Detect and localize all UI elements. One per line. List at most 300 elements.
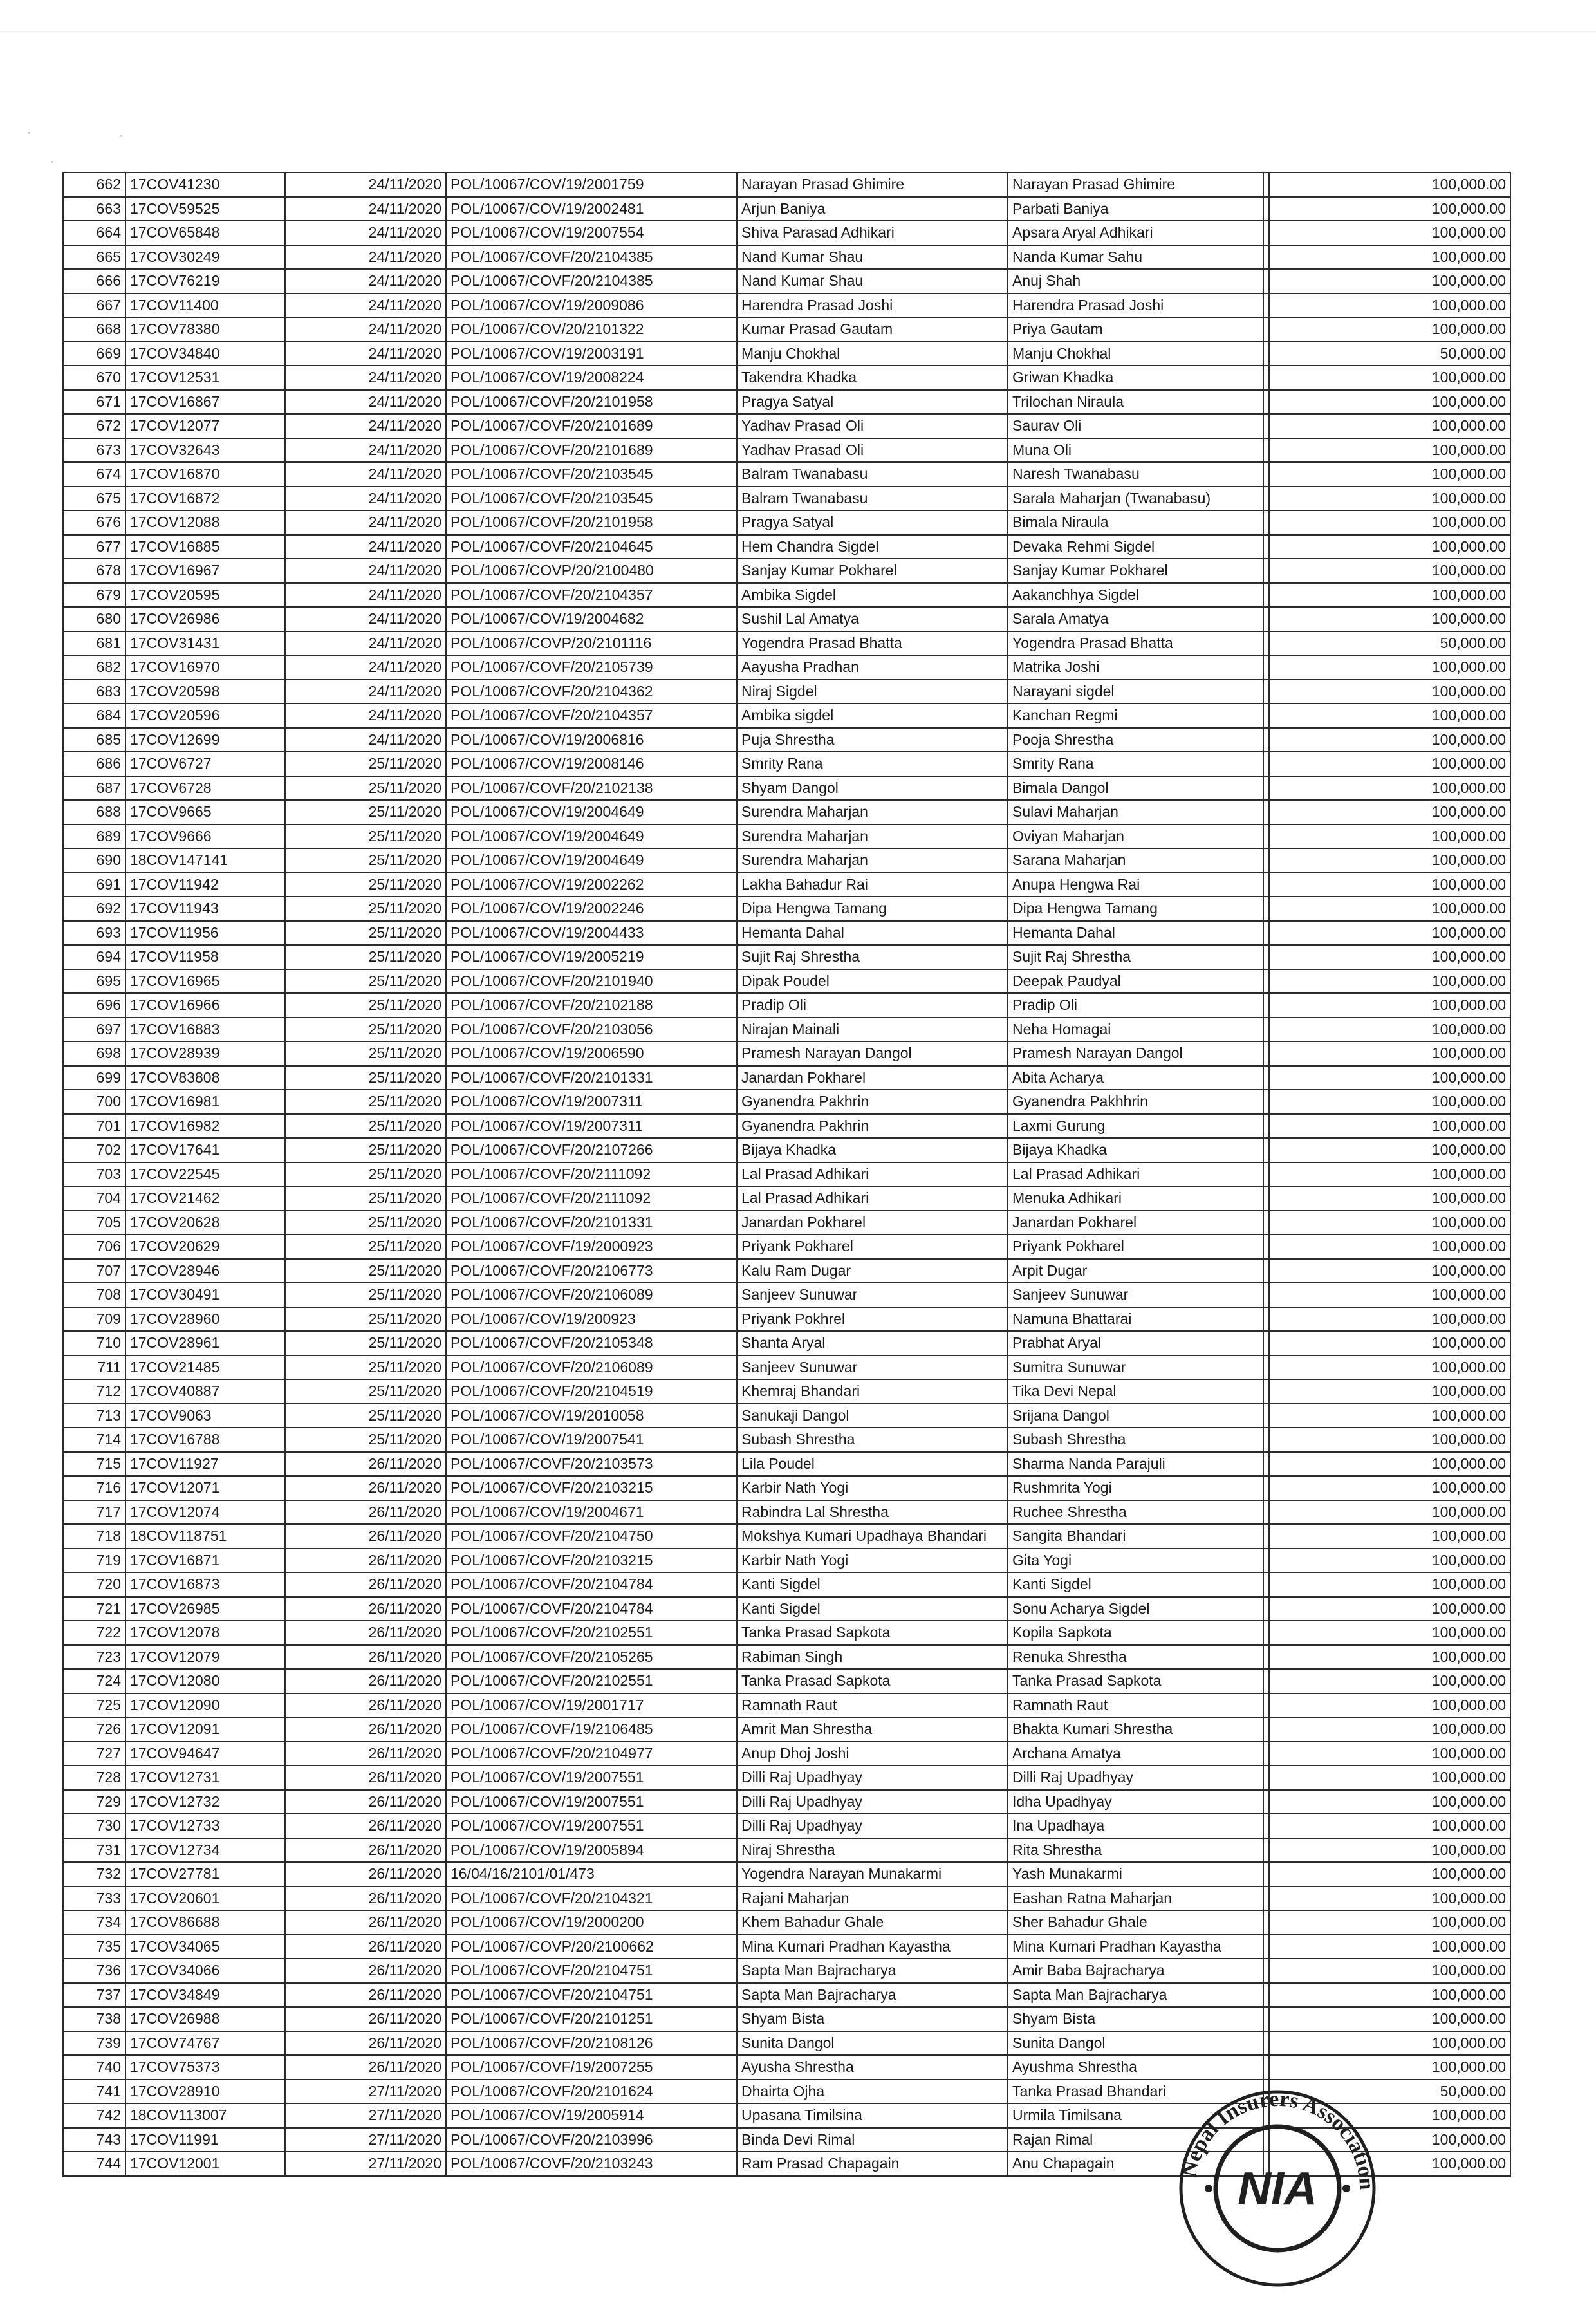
table-row bbox=[63, 1862, 1510, 1886]
serial-number-cell: 690 bbox=[63, 848, 125, 873]
claim-number-cell: 17COV26985 bbox=[125, 1597, 285, 1621]
table-row bbox=[63, 1452, 1510, 1477]
policy-number-cell: POL/10067/COVF/20/2103545 bbox=[446, 487, 737, 511]
blank-cell bbox=[1263, 559, 1269, 583]
blank-cell bbox=[1263, 1041, 1269, 1066]
insured-name-cell: Rabiman Singh bbox=[737, 1645, 1008, 1670]
insured-name-cell: Ambika Sigdel bbox=[737, 583, 1008, 608]
amount-cell: 100,000.00 bbox=[1269, 1645, 1510, 1670]
payment-date-cell: 25/11/2020 bbox=[285, 776, 446, 801]
table-row bbox=[63, 1379, 1510, 1404]
claimant-name-cell: Bimala Dangol bbox=[1008, 776, 1263, 801]
insured-name-cell: Harendra Prasad Joshi bbox=[737, 293, 1008, 318]
blank-cell bbox=[1263, 1307, 1269, 1332]
payment-date-cell: 25/11/2020 bbox=[285, 1404, 446, 1428]
claim-number-cell: 17COV12079 bbox=[125, 1645, 285, 1670]
table-row bbox=[63, 245, 1510, 270]
insured-name-cell: Ambika sigdel bbox=[737, 703, 1008, 728]
serial-number-cell: 713 bbox=[63, 1404, 125, 1428]
policy-number-cell: POL/10067/COVP/20/2100662 bbox=[446, 1935, 737, 1959]
ledger-body bbox=[63, 172, 1510, 2176]
insured-name-cell: Sunita Dangol bbox=[737, 2031, 1008, 2056]
amount-cell: 100,000.00 bbox=[1269, 1838, 1510, 1863]
payment-date-cell: 26/11/2020 bbox=[285, 1669, 446, 1693]
blank-cell bbox=[1263, 2007, 1269, 2031]
serial-number-cell: 727 bbox=[63, 1742, 125, 1766]
table-row bbox=[63, 172, 1510, 197]
payment-date-cell: 26/11/2020 bbox=[285, 2007, 446, 2031]
payment-date-cell: 25/11/2020 bbox=[285, 848, 446, 873]
policy-number-cell: POL/10067/COV/19/2001759 bbox=[446, 172, 737, 197]
serial-number-cell: 735 bbox=[63, 1935, 125, 1959]
claim-number-cell: 17COV16788 bbox=[125, 1428, 285, 1452]
amount-cell: 100,000.00 bbox=[1269, 1066, 1510, 1090]
payment-date-cell: 27/11/2020 bbox=[285, 2080, 446, 2104]
serial-number-cell: 743 bbox=[63, 2128, 125, 2152]
serial-number-cell: 717 bbox=[63, 1500, 125, 1525]
insured-name-cell: Arjun Baniya bbox=[737, 197, 1008, 221]
payment-date-cell: 25/11/2020 bbox=[285, 1283, 446, 1307]
policy-number-cell: POL/10067/COVF/20/2104357 bbox=[446, 703, 737, 728]
amount-cell: 100,000.00 bbox=[1269, 1186, 1510, 1211]
blank-cell bbox=[1263, 583, 1269, 608]
table-row bbox=[63, 390, 1510, 415]
blank-cell bbox=[1263, 342, 1269, 366]
policy-number-cell: POL/10067/COV/19/2007551 bbox=[446, 1765, 737, 1790]
claim-number-cell: 17COV16885 bbox=[125, 535, 285, 559]
claimant-name-cell: Sonu Acharya Sigdel bbox=[1008, 1597, 1263, 1621]
claimant-name-cell: Aakanchhya Sigdel bbox=[1008, 583, 1263, 608]
policy-number-cell: POL/10067/COVF/20/2102551 bbox=[446, 1621, 737, 1645]
claim-number-cell: 17COV12734 bbox=[125, 1838, 285, 1863]
scan-speck bbox=[51, 161, 53, 163]
policy-number-cell: POL/10067/COVF/20/2104751 bbox=[446, 1983, 737, 2008]
serial-number-cell: 684 bbox=[63, 703, 125, 728]
claimant-name-cell: Kanti Sigdel bbox=[1008, 1572, 1263, 1597]
policy-number-cell: POL/10067/COVF/20/2102551 bbox=[446, 1669, 737, 1693]
payment-date-cell: 26/11/2020 bbox=[285, 1886, 446, 1911]
claimant-name-cell: Nanda Kumar Sahu bbox=[1008, 245, 1263, 270]
insured-name-cell: Shiva Parasad Adhikari bbox=[737, 221, 1008, 245]
claim-number-cell: 17COV16981 bbox=[125, 1090, 285, 1114]
amount-cell: 100,000.00 bbox=[1269, 2103, 1510, 2128]
policy-number-cell: POL/10067/COVF/20/2103573 bbox=[446, 1452, 737, 1477]
amount-cell: 100,000.00 bbox=[1269, 487, 1510, 511]
payment-date-cell: 24/11/2020 bbox=[285, 438, 446, 463]
claim-number-cell: 17COV12731 bbox=[125, 1765, 285, 1790]
payment-date-cell: 26/11/2020 bbox=[285, 1476, 446, 1500]
scan-speck bbox=[28, 132, 30, 134]
amount-cell: 100,000.00 bbox=[1269, 1500, 1510, 1525]
serial-number-cell: 737 bbox=[63, 1983, 125, 2008]
serial-number-cell: 666 bbox=[63, 269, 125, 293]
policy-number-cell: POL/10067/COV/19/2007541 bbox=[446, 1428, 737, 1452]
claim-number-cell: 17COV76219 bbox=[125, 269, 285, 293]
claim-number-cell: 17COV12078 bbox=[125, 1621, 285, 1645]
table-row bbox=[63, 1572, 1510, 1597]
blank-cell bbox=[1263, 1162, 1269, 1187]
payment-date-cell: 27/11/2020 bbox=[285, 2128, 446, 2152]
policy-number-cell: POL/10067/COVF/20/2101689 bbox=[446, 414, 737, 438]
amount-cell: 100,000.00 bbox=[1269, 1259, 1510, 1283]
claimant-name-cell: Janardan Pokharel bbox=[1008, 1211, 1263, 1235]
serial-number-cell: 710 bbox=[63, 1331, 125, 1355]
insured-name-cell: Narayan Prasad Ghimire bbox=[737, 172, 1008, 197]
amount-cell: 100,000.00 bbox=[1269, 1742, 1510, 1766]
serial-number-cell: 715 bbox=[63, 1452, 125, 1477]
claim-number-cell: 17COV11956 bbox=[125, 921, 285, 946]
table-row bbox=[63, 1018, 1510, 1042]
serial-number-cell: 696 bbox=[63, 993, 125, 1018]
payment-date-cell: 25/11/2020 bbox=[285, 1041, 446, 1066]
policy-number-cell: POL/10067/COV/19/2004649 bbox=[446, 824, 737, 849]
payment-date-cell: 24/11/2020 bbox=[285, 535, 446, 559]
amount-cell: 100,000.00 bbox=[1269, 848, 1510, 873]
blank-cell bbox=[1263, 2031, 1269, 2056]
policy-number-cell: POL/10067/COVF/20/2107266 bbox=[446, 1138, 737, 1162]
insured-name-cell: Shyam Bista bbox=[737, 2007, 1008, 2031]
claimant-name-cell: Arpit Dugar bbox=[1008, 1259, 1263, 1283]
serial-number-cell: 663 bbox=[63, 197, 125, 221]
payment-date-cell: 26/11/2020 bbox=[285, 1645, 446, 1670]
claimant-name-cell: Sher Bahadur Ghale bbox=[1008, 1910, 1263, 1935]
policy-number-cell: POL/10067/COVF/19/2000923 bbox=[446, 1234, 737, 1259]
claimant-name-cell: Devaka Rehmi Sigdel bbox=[1008, 535, 1263, 559]
payment-date-cell: 26/11/2020 bbox=[285, 2055, 446, 2080]
amount-cell: 100,000.00 bbox=[1269, 921, 1510, 946]
payment-date-cell: 24/11/2020 bbox=[285, 655, 446, 680]
table-row bbox=[63, 1838, 1510, 1863]
payment-date-cell: 26/11/2020 bbox=[285, 1742, 446, 1766]
policy-number-cell: POL/10067/COVF/20/2103545 bbox=[446, 462, 737, 487]
policy-number-cell: POL/10067/COVF/20/2104385 bbox=[446, 269, 737, 293]
blank-cell bbox=[1263, 703, 1269, 728]
table-row bbox=[63, 1500, 1510, 1525]
claimant-name-cell: Ina Upadhaya bbox=[1008, 1814, 1263, 1838]
serial-number-cell: 694 bbox=[63, 945, 125, 969]
payment-date-cell: 24/11/2020 bbox=[285, 366, 446, 390]
amount-cell: 100,000.00 bbox=[1269, 1935, 1510, 1959]
payment-date-cell: 24/11/2020 bbox=[285, 607, 446, 631]
amount-cell: 100,000.00 bbox=[1269, 172, 1510, 197]
claim-number-cell: 17COV11991 bbox=[125, 2128, 285, 2152]
payment-date-cell: 25/11/2020 bbox=[285, 1355, 446, 1380]
amount-cell: 100,000.00 bbox=[1269, 824, 1510, 849]
table-row bbox=[63, 221, 1510, 245]
claim-number-cell: 17COV22545 bbox=[125, 1162, 285, 1187]
blank-cell bbox=[1263, 1355, 1269, 1380]
policy-number-cell: POL/10067/COVF/20/2105739 bbox=[446, 655, 737, 680]
blank-cell bbox=[1263, 945, 1269, 969]
serial-number-cell: 680 bbox=[63, 607, 125, 631]
table-row bbox=[63, 993, 1510, 1018]
blank-cell bbox=[1263, 1234, 1269, 1259]
amount-cell: 100,000.00 bbox=[1269, 438, 1510, 463]
insured-name-cell: Balram Twanabasu bbox=[737, 462, 1008, 487]
amount-cell: 100,000.00 bbox=[1269, 1090, 1510, 1114]
amount-cell: 100,000.00 bbox=[1269, 1862, 1510, 1886]
insured-name-cell: Lal Prasad Adhikari bbox=[737, 1162, 1008, 1187]
serial-number-cell: 718 bbox=[63, 1524, 125, 1549]
insured-name-cell: Lal Prasad Adhikari bbox=[737, 1186, 1008, 1211]
claimant-name-cell: Narayani sigdel bbox=[1008, 680, 1263, 704]
claimant-name-cell: Matrika Joshi bbox=[1008, 655, 1263, 680]
claimant-name-cell: Ayushma Shrestha bbox=[1008, 2055, 1263, 2080]
amount-cell: 100,000.00 bbox=[1269, 197, 1510, 221]
claimant-name-cell: Sarala Maharjan (Twanabasu) bbox=[1008, 487, 1263, 511]
claim-number-cell: 17COV28946 bbox=[125, 1259, 285, 1283]
claim-number-cell: 17COV83808 bbox=[125, 1066, 285, 1090]
blank-cell bbox=[1263, 1066, 1269, 1090]
claim-number-cell: 17COV20601 bbox=[125, 1886, 285, 1911]
payment-date-cell: 25/11/2020 bbox=[285, 993, 446, 1018]
insured-name-cell: Kalu Ram Dugar bbox=[737, 1259, 1008, 1283]
claim-number-cell: 17COV12090 bbox=[125, 1693, 285, 1718]
serial-number-cell: 698 bbox=[63, 1041, 125, 1066]
amount-cell: 100,000.00 bbox=[1269, 1162, 1510, 1187]
serial-number-cell: 677 bbox=[63, 535, 125, 559]
insured-name-cell: Yadhav Prasad Oli bbox=[737, 414, 1008, 438]
claim-number-cell: 18COV147141 bbox=[125, 848, 285, 873]
policy-number-cell: POL/10067/COVF/20/2101251 bbox=[446, 2007, 737, 2031]
serial-number-cell: 687 bbox=[63, 776, 125, 801]
blank-cell bbox=[1263, 317, 1269, 342]
claimant-name-cell: Abita Acharya bbox=[1008, 1066, 1263, 1090]
table-row bbox=[63, 1959, 1510, 1983]
insured-name-cell: Takendra Khadka bbox=[737, 366, 1008, 390]
policy-number-cell: POL/10067/COV/19/2004649 bbox=[446, 800, 737, 824]
amount-cell: 100,000.00 bbox=[1269, 728, 1510, 752]
serial-number-cell: 731 bbox=[63, 1838, 125, 1863]
insured-name-cell: Karbir Nath Yogi bbox=[737, 1549, 1008, 1573]
amount-cell: 100,000.00 bbox=[1269, 293, 1510, 318]
amount-cell: 100,000.00 bbox=[1269, 1572, 1510, 1597]
policy-number-cell: POL/10067/COV/19/2005914 bbox=[446, 2103, 737, 2128]
table-row bbox=[63, 535, 1510, 559]
claimant-name-cell: Anu Chapagain bbox=[1008, 2152, 1263, 2176]
serial-number-cell: 670 bbox=[63, 366, 125, 390]
blank-cell bbox=[1263, 1765, 1269, 1790]
blank-cell bbox=[1263, 1211, 1269, 1235]
table-row bbox=[63, 1717, 1510, 1742]
insured-name-cell: Upasana Timilsina bbox=[737, 2103, 1008, 2128]
serial-number-cell: 733 bbox=[63, 1886, 125, 1911]
claimant-name-cell: Sarana Maharjan bbox=[1008, 848, 1263, 873]
payment-date-cell: 25/11/2020 bbox=[285, 969, 446, 994]
amount-cell: 100,000.00 bbox=[1269, 2055, 1510, 2080]
policy-number-cell: POL/10067/COVF/20/2106089 bbox=[446, 1355, 737, 1380]
amount-cell: 100,000.00 bbox=[1269, 1283, 1510, 1307]
claimant-name-cell: Ramnath Raut bbox=[1008, 1693, 1263, 1718]
payment-date-cell: 24/11/2020 bbox=[285, 245, 446, 270]
policy-number-cell: POL/10067/COV/19/2003191 bbox=[446, 342, 737, 366]
table-row bbox=[63, 1910, 1510, 1935]
claim-number-cell: 17COV28910 bbox=[125, 2080, 285, 2104]
blank-cell bbox=[1263, 607, 1269, 631]
serial-number-cell: 672 bbox=[63, 414, 125, 438]
payment-date-cell: 24/11/2020 bbox=[285, 342, 446, 366]
policy-number-cell: POL/10067/COV/19/2008146 bbox=[446, 752, 737, 776]
payment-date-cell: 24/11/2020 bbox=[285, 269, 446, 293]
claims-ledger-table bbox=[62, 172, 1511, 2177]
policy-number-cell: POL/10067/COV/19/2001717 bbox=[446, 1693, 737, 1718]
policy-number-cell: POL/10067/COV/19/2007311 bbox=[446, 1114, 737, 1139]
policy-number-cell: POL/10067/COV/19/2005219 bbox=[446, 945, 737, 969]
serial-number-cell: 685 bbox=[63, 728, 125, 752]
claim-number-cell: 17COV20629 bbox=[125, 1234, 285, 1259]
policy-number-cell: POL/10067/COVF/20/2101958 bbox=[446, 510, 737, 535]
claimant-name-cell: Sunita Dangol bbox=[1008, 2031, 1263, 2056]
claim-number-cell: 17COV30491 bbox=[125, 1283, 285, 1307]
table-row bbox=[63, 1138, 1510, 1162]
claim-number-cell: 17COV16873 bbox=[125, 1572, 285, 1597]
serial-number-cell: 702 bbox=[63, 1138, 125, 1162]
table-row bbox=[63, 1645, 1510, 1670]
insured-name-cell: Surendra Maharjan bbox=[737, 800, 1008, 824]
payment-date-cell: 24/11/2020 bbox=[285, 510, 446, 535]
claim-number-cell: 17COV20596 bbox=[125, 703, 285, 728]
payment-date-cell: 25/11/2020 bbox=[285, 921, 446, 946]
claimant-name-cell: Prabhat Aryal bbox=[1008, 1331, 1263, 1355]
table-row bbox=[63, 752, 1510, 776]
amount-cell: 100,000.00 bbox=[1269, 1983, 1510, 2008]
amount-cell: 100,000.00 bbox=[1269, 1765, 1510, 1790]
blank-cell bbox=[1263, 969, 1269, 994]
amount-cell: 100,000.00 bbox=[1269, 317, 1510, 342]
claim-number-cell: 17COV12088 bbox=[125, 510, 285, 535]
insured-name-cell: Khemraj Bhandari bbox=[737, 1379, 1008, 1404]
insured-name-cell: Kanti Sigdel bbox=[737, 1597, 1008, 1621]
serial-number-cell: 744 bbox=[63, 2152, 125, 2176]
claimant-name-cell: Neha Homagai bbox=[1008, 1018, 1263, 1042]
claimant-name-cell: Rita Shrestha bbox=[1008, 1838, 1263, 1863]
policy-number-cell: POL/10067/COV/19/2004682 bbox=[446, 607, 737, 631]
claimant-name-cell: Deepak Paudyal bbox=[1008, 969, 1263, 994]
table-row bbox=[63, 1211, 1510, 1235]
claimant-name-cell: Amir Baba Bajracharya bbox=[1008, 1959, 1263, 1983]
serial-number-cell: 723 bbox=[63, 1645, 125, 1670]
serial-number-cell: 730 bbox=[63, 1814, 125, 1838]
payment-date-cell: 25/11/2020 bbox=[285, 1138, 446, 1162]
serial-number-cell: 674 bbox=[63, 462, 125, 487]
blank-cell bbox=[1263, 1114, 1269, 1139]
policy-number-cell: POL/10067/COVF/20/2104751 bbox=[446, 1959, 737, 1983]
payment-date-cell: 24/11/2020 bbox=[285, 390, 446, 415]
blank-cell bbox=[1263, 1717, 1269, 1742]
amount-cell: 100,000.00 bbox=[1269, 510, 1510, 535]
insured-name-cell: Sapta Man Bajracharya bbox=[737, 1959, 1008, 1983]
insured-name-cell: Dilli Raj Upadhyay bbox=[737, 1765, 1008, 1790]
blank-cell bbox=[1263, 510, 1269, 535]
payment-date-cell: 24/11/2020 bbox=[285, 197, 446, 221]
serial-number-cell: 724 bbox=[63, 1669, 125, 1693]
table-row bbox=[63, 1742, 1510, 1766]
claimant-name-cell: Archana Amatya bbox=[1008, 1742, 1263, 1766]
payment-date-cell: 25/11/2020 bbox=[285, 1211, 446, 1235]
table-row bbox=[63, 1162, 1510, 1187]
serial-number-cell: 739 bbox=[63, 2031, 125, 2056]
claimant-name-cell: Pradip Oli bbox=[1008, 993, 1263, 1018]
claimant-name-cell: Menuka Adhikari bbox=[1008, 1186, 1263, 1211]
amount-cell: 100,000.00 bbox=[1269, 680, 1510, 704]
claim-number-cell: 17COV16871 bbox=[125, 1549, 285, 1573]
blank-cell bbox=[1263, 1524, 1269, 1549]
blank-cell bbox=[1263, 1886, 1269, 1911]
claim-number-cell: 17COV12001 bbox=[125, 2152, 285, 2176]
policy-number-cell: POL/10067/COVF/20/2106773 bbox=[446, 1259, 737, 1283]
table-row bbox=[63, 873, 1510, 897]
amount-cell: 100,000.00 bbox=[1269, 1138, 1510, 1162]
amount-cell: 100,000.00 bbox=[1269, 2031, 1510, 2056]
blank-cell bbox=[1263, 921, 1269, 946]
policy-number-cell: POL/10067/COVF/20/2105348 bbox=[446, 1331, 737, 1355]
table-row bbox=[63, 317, 1510, 342]
table-row bbox=[63, 631, 1510, 656]
blank-cell bbox=[1263, 1910, 1269, 1935]
insured-name-cell: Sanukaji Dangol bbox=[737, 1404, 1008, 1428]
seal-dot bbox=[1205, 2185, 1212, 2192]
insured-name-cell: Sanjeev Sunuwar bbox=[737, 1355, 1008, 1380]
claimant-name-cell: Manju Chokhal bbox=[1008, 342, 1263, 366]
blank-cell bbox=[1263, 269, 1269, 293]
payment-date-cell: 25/11/2020 bbox=[285, 1162, 446, 1187]
amount-cell: 100,000.00 bbox=[1269, 1452, 1510, 1477]
payment-date-cell: 26/11/2020 bbox=[285, 1910, 446, 1935]
table-row bbox=[63, 559, 1510, 583]
claimant-name-cell: Hemanta Dahal bbox=[1008, 921, 1263, 946]
amount-cell: 100,000.00 bbox=[1269, 873, 1510, 897]
payment-date-cell: 26/11/2020 bbox=[285, 1959, 446, 1983]
insured-name-cell: Binda Devi Rimal bbox=[737, 2128, 1008, 2152]
table-row bbox=[63, 1066, 1510, 1090]
serial-number-cell: 712 bbox=[63, 1379, 125, 1404]
table-row bbox=[63, 1886, 1510, 1911]
insured-name-cell: Tanka Prasad Sapkota bbox=[737, 1669, 1008, 1693]
claimant-name-cell: Sarala Amatya bbox=[1008, 607, 1263, 631]
insured-name-cell: Karbir Nath Yogi bbox=[737, 1476, 1008, 1500]
payment-date-cell: 25/11/2020 bbox=[285, 752, 446, 776]
serial-number-cell: 720 bbox=[63, 1572, 125, 1597]
policy-number-cell: POL/10067/COVF/20/2104362 bbox=[446, 680, 737, 704]
amount-cell: 100,000.00 bbox=[1269, 414, 1510, 438]
blank-cell bbox=[1263, 873, 1269, 897]
amount-cell: 100,000.00 bbox=[1269, 462, 1510, 487]
payment-date-cell: 26/11/2020 bbox=[285, 1693, 446, 1718]
insured-name-cell: Subash Shrestha bbox=[737, 1428, 1008, 1452]
amount-cell: 100,000.00 bbox=[1269, 1524, 1510, 1549]
table-row bbox=[63, 655, 1510, 680]
claimant-name-cell: Shyam Bista bbox=[1008, 2007, 1263, 2031]
table-row bbox=[63, 1307, 1510, 1332]
claimant-name-cell: Muna Oli bbox=[1008, 438, 1263, 463]
table-row bbox=[63, 1234, 1510, 1259]
table-row bbox=[63, 293, 1510, 318]
insured-name-cell: Yogendra Narayan Munakarmi bbox=[737, 1862, 1008, 1886]
insured-name-cell: Manju Chokhal bbox=[737, 342, 1008, 366]
payment-date-cell: 24/11/2020 bbox=[285, 293, 446, 318]
table-row bbox=[63, 703, 1510, 728]
amount-cell: 100,000.00 bbox=[1269, 1114, 1510, 1139]
payment-date-cell: 25/11/2020 bbox=[285, 1331, 446, 1355]
table-row bbox=[63, 414, 1510, 438]
payment-date-cell: 24/11/2020 bbox=[285, 680, 446, 704]
table-row bbox=[63, 1597, 1510, 1621]
amount-cell: 100,000.00 bbox=[1269, 583, 1510, 608]
table-row bbox=[63, 680, 1510, 704]
blank-cell bbox=[1263, 1283, 1269, 1307]
policy-number-cell: POL/10067/COVF/20/2102138 bbox=[446, 776, 737, 801]
claim-number-cell: 17COV12531 bbox=[125, 366, 285, 390]
